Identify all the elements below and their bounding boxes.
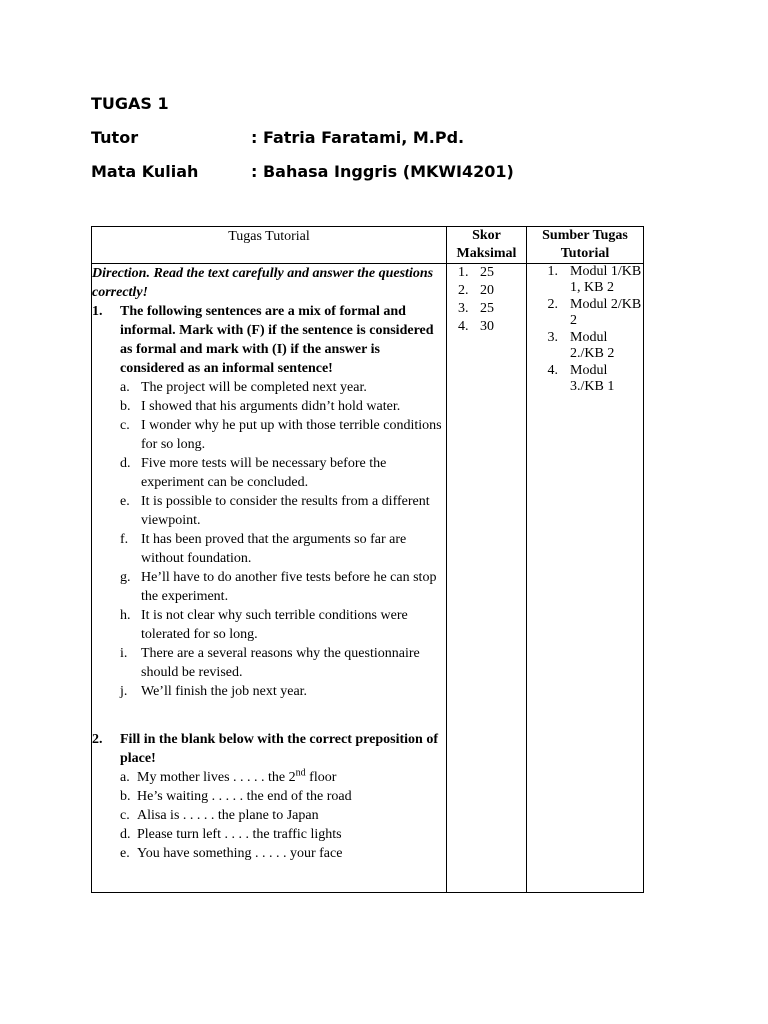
source-item: [527, 330, 643, 362]
item-letter: j.: [120, 684, 128, 699]
item-text: You have something . . . . . your face: [137, 846, 343, 861]
question-2: [92, 730, 446, 768]
list-item: [120, 606, 446, 644]
question-1: [92, 302, 446, 378]
list-item: [120, 530, 446, 568]
question-text: Fill in the blank below with the correct preposition of place!: [120, 732, 438, 766]
score-value: 25: [480, 301, 494, 316]
score-value: 25: [480, 265, 494, 280]
source-value: Modul 2/KB 2: [570, 297, 642, 328]
table-header-row: [92, 227, 644, 264]
score-item: [454, 282, 526, 300]
sources-cell: [527, 264, 644, 893]
scores-list: [447, 264, 526, 336]
item-letter: h.: [120, 608, 131, 623]
col-header-sumber: Sumber Tugas Tutorial: [527, 227, 644, 264]
list-item: [120, 787, 446, 806]
sources-list: [527, 264, 643, 395]
question-1-items: [92, 378, 446, 701]
source-item: [527, 363, 643, 395]
score-number: 3.: [458, 301, 469, 316]
item-letter: g.: [120, 570, 131, 585]
list-item: [120, 492, 446, 530]
item-letter: d.: [120, 456, 131, 471]
score-number: 4.: [458, 319, 469, 334]
list-item: [120, 825, 446, 844]
score-item: [454, 300, 526, 318]
item-letter: b.: [120, 789, 131, 804]
question-text: The following sentences are a mix of formal and informal. Mark with (F) if the sentence is considered as formal and mark with (I) if the answer is considered as an informal sentence!: [120, 304, 434, 376]
source-item: [527, 297, 643, 329]
list-item: [120, 378, 446, 397]
source-number: 4.: [547, 363, 558, 378]
item-text: He’s waiting . . . . . the end of the road: [137, 789, 352, 804]
list-item: [120, 416, 446, 454]
score-value: 30: [480, 319, 494, 334]
question-number: 1.: [92, 304, 103, 319]
item-text: We’ll finish the job next year.: [141, 684, 308, 699]
item-letter: e.: [120, 494, 130, 509]
col-header-tugas: Tugas Tutorial: [92, 227, 447, 264]
source-number: 1.: [547, 264, 558, 279]
item-letter: c.: [120, 418, 130, 433]
list-item: [120, 454, 446, 492]
assignment-table: [91, 226, 644, 893]
list-item: [120, 682, 446, 701]
list-item: [120, 397, 446, 416]
source-value: Modul 1/KB 1, KB 2: [570, 264, 642, 295]
tutor-row: [91, 128, 465, 148]
item-text: He’ll have to do another five tests before he can stop the experiment.: [141, 570, 437, 604]
question-2-items: [92, 787, 446, 863]
item-text: Five more tests will be necessary before the experiment can be concluded.: [141, 456, 387, 490]
tutor-value: : Fatria Faratami, M.Pd.: [251, 128, 465, 147]
source-number: 2.: [547, 297, 558, 312]
item-text: It has been proved that the arguments so far are without foundation.: [141, 532, 407, 566]
item-text: It is possible to consider the results from a different viewpoint.: [141, 494, 430, 528]
score-number: 2.: [458, 283, 469, 298]
col-header-skor: Skor Maksimal: [447, 227, 527, 264]
course-value: : Bahasa Inggris (MKWI4201): [251, 162, 514, 181]
item-text: There are a several reasons why the questionnaire should be revised.: [141, 646, 420, 680]
tutor-label: Tutor: [91, 128, 139, 147]
item-letter: b.: [120, 399, 131, 414]
item-text: Please turn left . . . . the traffic lights: [137, 827, 342, 842]
list-item: [120, 806, 446, 825]
item-letter: a.: [120, 380, 130, 395]
score-number: 1.: [458, 265, 469, 280]
tasks-cell: [92, 264, 447, 893]
source-value: Modul 3./KB 1: [570, 363, 615, 394]
question-number: 2.: [92, 732, 103, 747]
score-item: [454, 264, 526, 282]
source-item: [527, 264, 643, 296]
item-letter: c.: [120, 808, 130, 823]
item-text: I showed that his arguments didn’t hold water.: [141, 399, 401, 414]
scores-cell: [447, 264, 527, 893]
item-text: I wonder why he put up with those terrible conditions for so long.: [141, 418, 442, 452]
source-number: 3.: [547, 330, 558, 345]
course-row: [91, 162, 514, 182]
item-text: My mother lives . . . . . the 2nd floor: [137, 767, 337, 785]
list-item: [120, 568, 446, 606]
list-item: [120, 644, 446, 682]
score-item: [454, 318, 526, 336]
list-item: [120, 844, 446, 863]
item-text: Alisa is . . . . . the plane to Japan: [137, 808, 319, 823]
item-letter: i.: [120, 646, 128, 661]
course-label: Mata Kuliah: [91, 162, 199, 181]
item-text: The project will be completed next year.: [141, 380, 367, 395]
table-body-row: [92, 264, 644, 893]
item-letter: a.: [120, 770, 130, 785]
list-item: [120, 768, 446, 787]
document-title: TUGAS 1: [91, 94, 169, 113]
item-letter: d.: [120, 827, 131, 842]
item-text: It is not clear why such terrible conditions were tolerated for so long.: [141, 608, 408, 642]
item-letter: f.: [120, 532, 129, 547]
item-letter: e.: [120, 846, 130, 861]
source-value: Modul 2./KB 2: [570, 330, 615, 361]
direction-text: Direction. Read the text carefully and answer the questions correctly!: [92, 266, 434, 300]
score-value: 20: [480, 283, 494, 298]
